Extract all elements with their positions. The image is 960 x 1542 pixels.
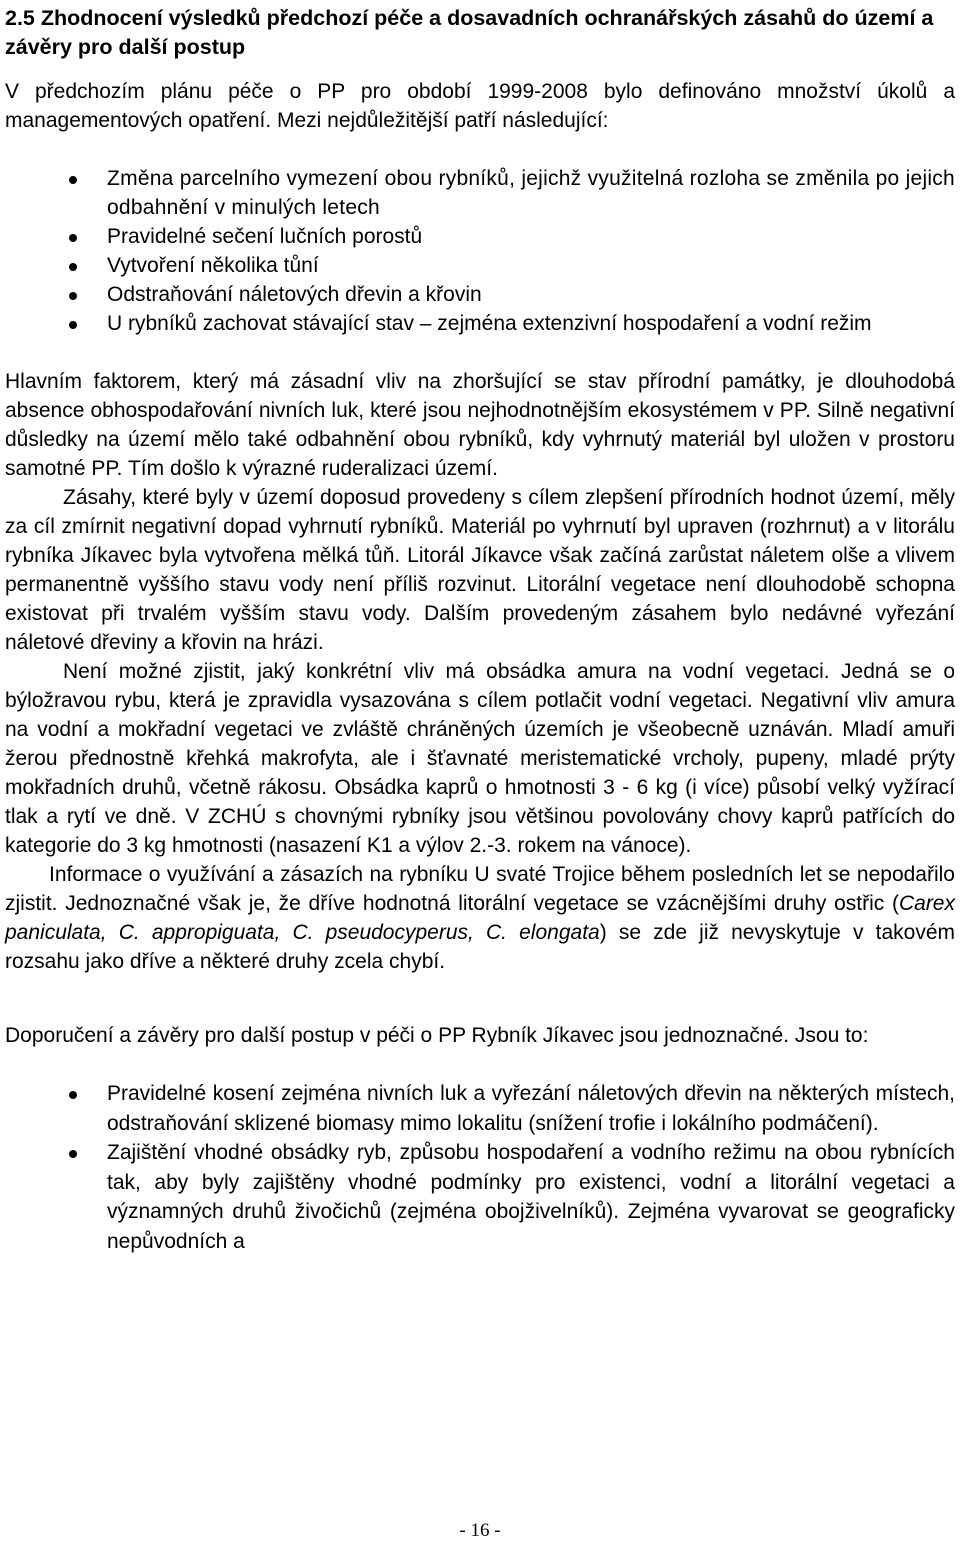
list-item-text: Pravidelné kosení zejména nivních luk a vyřezání náletových dřevin na některých místech, odstraňování sklizené biomasy mimo lokalitu (snížení trofie i lokálního podmáčení). xyxy=(107,1082,955,1135)
bullet-icon xyxy=(69,263,77,271)
list-item-text: Vytvoření několika tůní xyxy=(107,254,319,277)
paragraph-text: ) se zde již nevyskytuje v takovém rozsahu jako dříve a některé druhy zcela chybí. xyxy=(5,921,955,973)
list-item xyxy=(5,1138,955,1256)
list-item-text: Zajištění vhodné obsádky ryb, způsobu hospodaření a vodního režimu na obou rybnících tak, aby byly zajištěny vhodné podmínky pro existenci, vodní a litorální vegetaci a významných druhů živočichů (zejména obojživelníků). Zejména vyvarovat se geograficky nepůvodních a xyxy=(107,1141,955,1253)
list-item xyxy=(5,222,955,251)
list-item xyxy=(5,164,955,222)
paragraph-trojice-pond xyxy=(5,860,955,976)
bullet-icon xyxy=(69,234,77,242)
list-item-text: Odstraňování náletových dřevin a křovin xyxy=(107,283,482,306)
list-item xyxy=(5,309,955,338)
bullet-icon xyxy=(69,292,77,300)
recommendations-list xyxy=(5,1079,955,1256)
list-item xyxy=(5,280,955,309)
bullet-icon xyxy=(69,1150,77,1158)
list-item-text: Pravidelné sečení lučních porostů xyxy=(107,225,423,248)
list-item-text: Změna parcelního vymezení obou rybníků, jejichž využitelná rozloha se změnila po jejich odbahnění v minulých letech xyxy=(107,167,955,219)
assessment-section xyxy=(5,367,955,976)
paragraph-grass-carp: Není možné zjistit, jaký konkrétní vliv má obsádka amura na vodní vegetaci. Jedná se o býložravou rybu, která je zpravidla vysazována s cílem potlačit vodní vegetaci. Negativní vliv amura na vodní a mokřadní vegetaci ve zvláště chráněných územích je všeobecně uznáván. Mladí amuři žerou přednostně křehká makrofyta, ale i šťavnaté meristematické vrcholy, pupeny, mladé prýty mokřadních druhů, včetně rákosu. Obsádka kaprů o hmotnosti 3 - 6 kg (i více) působí velký vyžírací tlak a rytí ve dně. V ZCHÚ s chovnými rybníky jsou většinou povolovány chovy kaprů patřících do kategorie do 3 kg hmotnosti (nasazení K1 a výlov 2.-3. rokem na vánoce). xyxy=(5,660,955,857)
list-item xyxy=(5,1079,955,1138)
species-names: Carex paniculata, C. appropiguata, C. pseudocyperus, C. elongata xyxy=(5,892,955,944)
bullet-icon xyxy=(69,321,77,329)
intro-paragraph: V předchozím plánu péče o PP pro období 1999-2008 bylo definováno množství úkolů a managementových opatření. Mezi nejdůležitější patří následující: xyxy=(5,80,955,132)
document-page xyxy=(5,4,955,1256)
recommendations-section xyxy=(5,1021,955,1256)
bullet-icon xyxy=(69,1091,77,1099)
recommendations-intro: Doporučení a závěry pro další postup v péči o PP Rybník Jíkavec jsou jednoznačné. Jsou to: xyxy=(5,1024,869,1047)
paragraph-main-factor: Hlavním faktorem, který má zásadní vliv na zhoršující se stav přírodní památky, je dlouhodobá absence obhospodařování nivních luk, které jsou nejhodnotnějším ekosystémem v PP. Silně negativní důsledky na území mělo také odbahnění obou rybníků, kdy vyhrnutý materiál byl uložen v prostoru samotné PP. Tím došlo k výrazné ruderalizaci území. xyxy=(5,370,955,480)
paragraph-interventions: Zásahy, které byly v území doposud provedeny s cílem zlepšení přírodních hodnot území, měly za cíl zmírnit negativní dopad vyhrnutí rybníků. Materiál po vyhrnutí byl upraven (rozhrnut) a v litorálu rybníka Jíkavec byla vytvořena mělká tůň. Litorál Jíkavce však začíná zarůstat náletem olše a vlivem permanentně vyššího stavu vody není příliš rozvinut. Litorální vegetace není dlouhodobě schopna existovat při trvalém vyšším stavu vody. Dalším provedeným zásahem bylo nedávné vyřezání náletové dřeviny a křovin na hrázi. xyxy=(5,486,955,654)
list-item-text: U rybníků zachovat stávající stav – zejména extenzivní hospodaření a vodní režim xyxy=(107,312,872,335)
task-list xyxy=(5,164,955,338)
paragraph-text: Informace o využívání a zásazích na rybníku U svaté Trojice během posledních let se nepodařilo zjistit. Jednoznačné však je, že dříve hodnotná litorální vegetace se vzácnějšími druhy ostřic ( xyxy=(5,863,955,915)
bullet-icon xyxy=(69,176,77,184)
page-number: - 16 - xyxy=(459,1520,501,1541)
section-heading: 2.5 Zhodnocení výsledků předchozí péče a dosavadních ochranářských zásahů do území a závěry pro další postup xyxy=(5,6,934,59)
list-item xyxy=(5,251,955,280)
